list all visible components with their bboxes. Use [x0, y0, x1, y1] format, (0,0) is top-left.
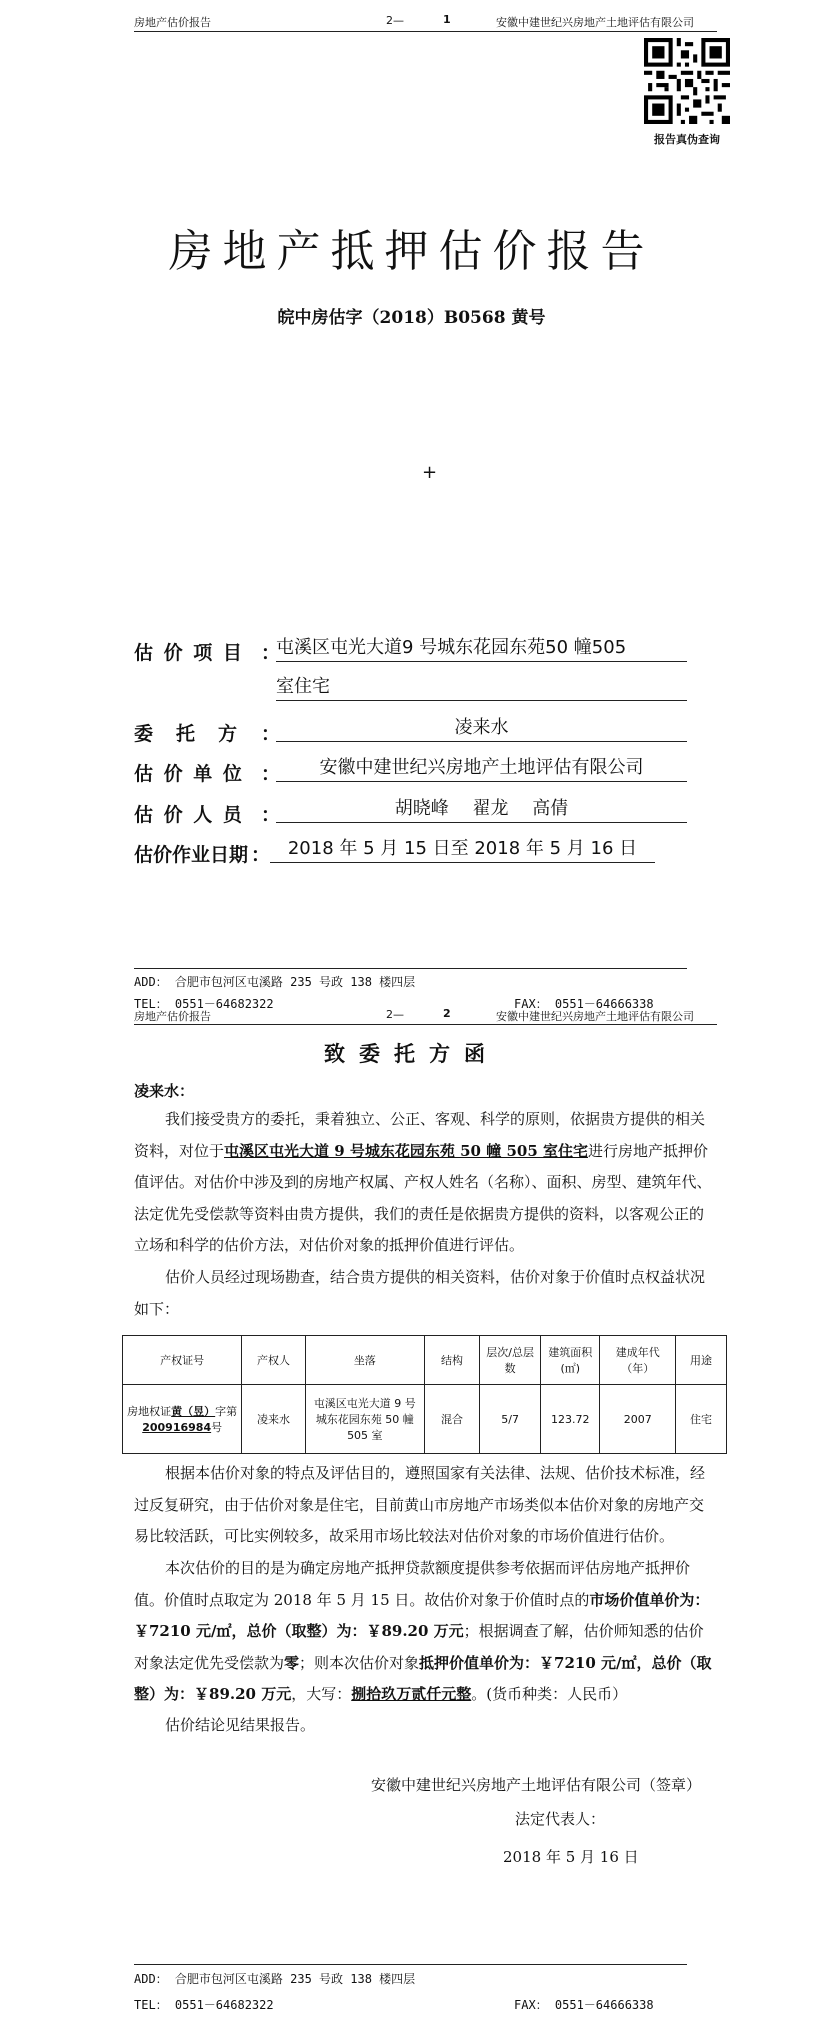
signature-representative: 法定代表人：: [515, 1810, 606, 1828]
running-header-dash: 2—: [386, 14, 404, 27]
table-header: 建筑面积(㎡): [541, 1336, 600, 1385]
paragraph-5: 估价结论见结果报告。: [165, 1716, 316, 1734]
running-header-left: 房地产估价报告: [134, 16, 211, 29]
owner-cell: 凌来水: [242, 1385, 305, 1454]
para4-text: ；根据调查了解，估价师知悉的估价对象法定优先受偿款为: [134, 1622, 704, 1672]
footer-tel: TEL： 0551－64682322: [134, 1998, 274, 2012]
market-value: 市场价值单价为：￥7210 元/㎡，总价（取整）为：￥89.20 万元: [134, 1590, 710, 1640]
client-value: 凌来水: [276, 715, 687, 742]
table-header: 建成年代（年）: [600, 1336, 676, 1385]
colon: ：: [261, 642, 281, 664]
report-number: 皖中房估字（2018）B0568 黄号: [277, 308, 546, 328]
footer-rule: [134, 1964, 687, 1965]
page-number: 1: [443, 13, 451, 26]
date-label: 估价作业日期: [134, 844, 249, 866]
plus-mark: +: [422, 462, 438, 483]
footer-tel: TEL： 0551－64682322: [134, 997, 274, 1011]
cert-mid: 字第: [215, 1405, 238, 1418]
cert-number: 200916984: [142, 1421, 212, 1434]
unit-value: 安徽中建世纪兴房地产土地评估有限公司: [276, 755, 687, 782]
colon: ：: [261, 723, 281, 745]
table-header-row: [123, 1336, 727, 1385]
footer-fax: FAX： 0551－64666338: [514, 997, 654, 1011]
header-rule: [134, 1024, 717, 1025]
cert-suffix: 号: [211, 1421, 223, 1434]
colon: ：: [261, 804, 281, 826]
project-value-line2: 室住宅: [276, 674, 687, 701]
structure-cell: 混合: [424, 1385, 479, 1454]
table-header: 产权人: [242, 1336, 305, 1385]
salutation: 凌来水：: [134, 1082, 195, 1100]
report-title: 房地产抵押估价报告: [168, 226, 655, 277]
para1-text-cont: 进行房地产抵押价值评估。对估价中涉及到的房地产权属、产权人姓名（名称）、面积、房型、建筑年代、法定优先受偿款等资料由贵方提供，我们的责任是依据贵方提供的资料，以客观公正的立场和科学的估价方法，对估价对象的抵押价值进行评估。: [134, 1141, 712, 1254]
cert-prefix: 房地权证: [127, 1405, 172, 1418]
table-header: 层次/总层数: [479, 1336, 540, 1385]
header-rule: [134, 31, 717, 32]
property-table: [122, 1335, 727, 1454]
letter-title: 致委托方函: [324, 1041, 499, 1066]
para4-text: ；则本次估价对象: [299, 1653, 420, 1672]
footer-fax: FAX： 0551－64666338: [514, 1998, 654, 2012]
para4-text: 本次估价的目的是为确定房地产抵押贷款额度提供参考依据而评估房地产抵押价值。价值时点取定为 2018 年 5 月 15 日。故估价对象于价值时点的: [134, 1559, 691, 1609]
unit-label: 估 价 单 位: [134, 763, 244, 785]
page-number: 2: [443, 1007, 451, 1020]
running-header-company: 安徽中建世纪兴房地产土地评估有限公司: [496, 1010, 694, 1023]
paragraph-2: 估价人员经过现场勘查，结合贵方提供的相关资料，估价对象于价值时点权益状况如下：: [134, 1268, 706, 1318]
location-cell: 屯溪区屯光大道 9 号城东花园东苑 50 幢 505 室: [305, 1385, 424, 1454]
date-value: 2018 年 5 月 15 日至 2018 年 5 月 16 日: [270, 836, 655, 863]
table-header: 坐落: [305, 1336, 424, 1385]
table-row: [123, 1385, 727, 1454]
priority-claims: 零: [284, 1653, 300, 1672]
paragraph-1: [134, 1104, 714, 1262]
running-header-left: 房地产估价报告: [134, 1010, 211, 1023]
amount-in-words: 捌拾玖万贰仟元整: [351, 1685, 472, 1703]
appraisers-label: 估 价 人 员: [134, 804, 244, 826]
table-header: 用途: [676, 1336, 727, 1385]
paragraph-4: [134, 1553, 714, 1711]
running-header-company: 安徽中建世纪兴房地产土地评估有限公司: [496, 16, 694, 29]
cert-district: 黄（昱）: [171, 1405, 216, 1418]
running-header-dash: 2—: [386, 1008, 404, 1021]
signature-date: 2018 年 5 月 16 日: [503, 1848, 639, 1866]
table-header: 产权证号: [123, 1336, 242, 1385]
qr-code-icon: [644, 38, 730, 124]
para4-text: ，大写：: [291, 1685, 352, 1703]
project-label: 估 价 项 目: [134, 642, 244, 664]
appraisers-value: 胡晓峰 翟龙 高倩: [276, 796, 687, 823]
area-cell: 123.72: [541, 1385, 600, 1454]
footer-rule: [134, 968, 687, 969]
para4-text: 。(货币种类：人民币）: [471, 1685, 628, 1703]
table-header: 结构: [424, 1336, 479, 1385]
qr-caption: 报告真伪查询: [654, 133, 720, 146]
client-label: 委 托 方: [134, 723, 240, 745]
paragraph-3: 根据本估价对象的特点及评估目的，遵照国家有关法律、法规、估价技术标准，经过反复研究，由于估价对象是住宅，目前黄山市房地产市场类似本估价对象的房地产交易比较活跃，可比实例较多，故采用市场比较法对估价对象的市场价值进行估价。: [134, 1464, 706, 1545]
colon: ：: [251, 844, 271, 866]
cert-cell: [123, 1385, 242, 1454]
floors-cell: 5/7: [479, 1385, 540, 1454]
para1-text: 我们接受贵方的委托，秉着独立、公正、客观、科学的原则，依据贵方提供的相关资料，对位于: [134, 1110, 706, 1160]
footer-address: ADD： 合肥市包河区屯溪路 235 号政 138 楼四层: [134, 975, 416, 989]
footer-address: ADD： 合肥市包河区屯溪路 235 号政 138 楼四层: [134, 1972, 416, 1986]
colon: ：: [261, 763, 281, 785]
project-value-line1: 屯溪区屯光大道9 号城东花园东苑50 幢505: [276, 635, 687, 662]
property-address: 屯溪区屯光大道 9 号城东花园东苑 50 幢 505 室住宅: [224, 1141, 588, 1160]
year-cell: 2007: [600, 1385, 676, 1454]
signature-company: 安徽中建世纪兴房地产土地评估有限公司（签章）: [371, 1776, 702, 1794]
use-cell: 住宅: [676, 1385, 727, 1454]
mortgage-value: 抵押价值单价为：￥7210 元/㎡，总价（取整）为：￥89.20 万元: [134, 1653, 712, 1703]
